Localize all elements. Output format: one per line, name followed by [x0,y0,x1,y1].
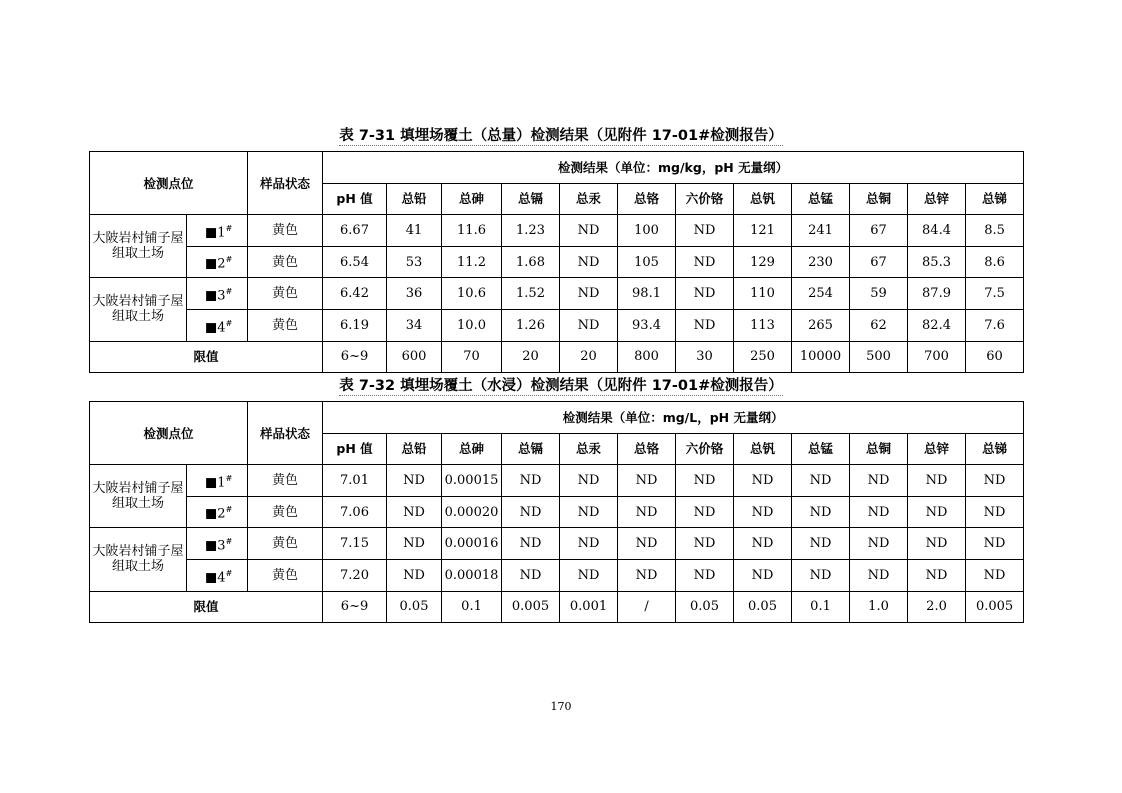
limit-value-cell: 0.1 [442,591,502,623]
value-cell: ND [908,528,966,560]
value-cell: ND [560,278,618,310]
sample-point-suffix: # [225,287,233,296]
value-cell: 230 [792,246,850,278]
limit-value-cell: 60 [966,341,1024,373]
sample-state-cell: 黄色 [248,559,323,591]
limit-value-cell: 0.05 [676,591,734,623]
sample-point-cell [187,215,248,247]
limit-value-cell: 0.005 [966,591,1024,623]
value-cell: ND [502,465,560,497]
sample-point-cell [187,528,248,560]
value-cell: 11.2 [442,246,502,278]
sample-point-suffix: # [225,568,233,578]
value-cell: ND [618,528,676,560]
value-cell: ND [792,465,850,497]
value-cell: 254 [792,278,850,310]
header-result-group: 检测结果（单位：mg/kg，pH 无量纲） [323,152,1024,184]
limit-value-cell: 20 [502,341,560,373]
value-cell: 121 [734,215,792,247]
column-header: 总汞 [560,183,618,215]
sample-state-cell: 黄色 [248,465,323,497]
value-cell: 6.19 [323,309,387,341]
value-cell: 7.6 [966,309,1024,341]
column-header: pH 值 [323,183,387,215]
square-marker-icon: ■ [205,225,218,241]
limit-value-cell: 800 [618,341,676,373]
square-marker-icon: ■ [205,569,218,585]
square-marker-icon: ■ [205,538,218,554]
table-row [90,496,1082,528]
column-header: 总镉 [502,183,560,215]
sample-point-cell [187,246,248,278]
value-cell: 10.0 [442,309,502,341]
sample-point-suffix: # [225,318,233,328]
limit-label: 限值 [90,341,323,373]
value-cell: ND [387,496,442,528]
value-cell: ND [676,528,734,560]
value-cell: 0.00020 [442,496,502,528]
sample-point-number: 2 [217,256,226,272]
value-cell: ND [502,559,560,591]
square-marker-icon: ■ [205,319,218,335]
water-leach-results-table [89,401,1082,623]
value-cell: ND [387,528,442,560]
location-cell: 大陂岩村铺子屋组取土场 [90,465,187,528]
value-cell: ND [734,465,792,497]
column-header: 总砷 [442,433,502,465]
column-header: 总锌 [908,183,966,215]
value-cell: 82.4 [908,309,966,341]
limit-value-cell: 0.005 [502,591,560,623]
value-cell: 62 [850,309,908,341]
table-row [90,528,1082,560]
limit-value-cell: 30 [676,341,734,373]
value-cell: ND [560,559,618,591]
value-cell: ND [850,465,908,497]
value-cell: ND [502,496,560,528]
value-cell: 7.06 [323,496,387,528]
value-cell: ND [560,246,618,278]
value-cell: 34 [387,309,442,341]
header-sample-state: 样品状态 [248,152,323,215]
value-cell: ND [908,496,966,528]
header-location: 检测点位 [90,152,248,215]
limit-row [90,341,1082,373]
value-cell: ND [792,559,850,591]
value-cell: 10.6 [442,278,502,310]
value-cell: 129 [734,246,792,278]
value-cell: ND [734,496,792,528]
column-header: 总锰 [792,183,850,215]
value-cell: ND [676,496,734,528]
square-marker-icon: ■ [205,506,218,522]
column-header: 六价铬 [676,183,734,215]
location-cell: 大陂岩村铺子屋组取土场 [90,278,187,341]
column-header: 总钒 [734,433,792,465]
value-cell: 53 [387,246,442,278]
value-cell: 41 [387,215,442,247]
value-cell: 0.00018 [442,559,502,591]
value-cell: 265 [792,309,850,341]
value-cell: 6.42 [323,278,387,310]
value-cell: 87.9 [908,278,966,310]
column-header: 总铅 [387,433,442,465]
header-row [90,402,1082,434]
sample-point-cell [187,309,248,341]
location-cell: 大陂岩村铺子屋组取土场 [90,215,187,278]
total-content-results-table [89,151,1082,373]
column-header: 总铅 [387,183,442,215]
table-row [90,559,1082,591]
sample-state-cell: 黄色 [248,528,323,560]
value-cell: 110 [734,278,792,310]
value-cell: ND [560,309,618,341]
value-cell: 1.52 [502,278,560,310]
limit-value-cell: 0.05 [734,591,792,623]
column-header: 总锰 [792,433,850,465]
value-cell: ND [676,215,734,247]
sample-state-cell: 黄色 [248,309,323,341]
column-header: 总汞 [560,433,618,465]
limit-value-cell: 10000 [792,341,850,373]
value-cell: 8.5 [966,215,1024,247]
value-cell: 105 [618,246,676,278]
limit-row [90,591,1082,623]
value-cell: 11.6 [442,215,502,247]
sample-point-number: 2 [217,506,226,522]
column-header: 总锑 [966,433,1024,465]
table-caption: 表 7-31 填埋场覆土（总量）检测结果（见附件 17-01#检测报告） [339,128,783,144]
value-cell: ND [387,465,442,497]
sample-state-cell: 黄色 [248,278,323,310]
square-marker-icon: ■ [205,475,218,491]
value-cell: ND [560,465,618,497]
limit-value-cell: 0.1 [792,591,850,623]
header-row [90,152,1082,184]
value-cell: ND [502,528,560,560]
value-cell: ND [560,215,618,247]
table-caption: 表 7-32 填埋场覆土（水浸）检测结果（见附件 17-01#检测报告） [339,378,783,394]
limit-label: 限值 [90,591,323,623]
value-cell: 84.4 [908,215,966,247]
value-cell: ND [618,559,676,591]
limit-value-cell: 700 [908,341,966,373]
limit-value-cell: 6~9 [323,591,387,623]
value-cell: ND [850,496,908,528]
column-header: 总铬 [618,183,676,215]
sample-point-suffix: # [225,255,233,265]
value-cell: ND [676,246,734,278]
column-header: 总锑 [966,183,1024,215]
column-header: 总铜 [850,433,908,465]
column-header: 总铬 [618,433,676,465]
sample-point-suffix: # [225,473,233,483]
value-cell: ND [792,528,850,560]
value-cell: ND [618,465,676,497]
location-cell: 大陂岩村铺子屋组取土场 [90,528,187,591]
column-header: 六价铬 [676,433,734,465]
value-cell: ND [966,496,1024,528]
value-cell: ND [676,559,734,591]
value-cell: 7.01 [323,465,387,497]
value-cell: 7.5 [966,278,1024,310]
value-cell: 1.23 [502,215,560,247]
value-cell: ND [560,528,618,560]
page-number: 170 [550,700,572,713]
limit-value-cell: 0.001 [560,591,618,623]
value-cell: 0.00015 [442,465,502,497]
value-cell: 7.15 [323,528,387,560]
value-cell: ND [734,528,792,560]
value-cell: ND [734,559,792,591]
value-cell: ND [676,278,734,310]
sample-point-number: 1 [217,475,226,491]
value-cell: 8.6 [966,246,1024,278]
sample-state-cell: 黄色 [248,215,323,247]
column-header: 总锌 [908,433,966,465]
limit-value-cell: / [618,591,676,623]
limit-value-cell: 600 [387,341,442,373]
value-cell: 0.00016 [442,528,502,560]
sample-point-suffix: # [225,537,233,546]
value-cell: ND [850,528,908,560]
value-cell: 6.67 [323,215,387,247]
limit-value-cell: 250 [734,341,792,373]
value-cell: ND [966,559,1024,591]
table-row [90,309,1082,341]
limit-value-cell: 6~9 [323,341,387,373]
limit-value-cell: 20 [560,341,618,373]
value-cell: 67 [850,215,908,247]
table-row [90,278,1082,310]
value-cell: 6.54 [323,246,387,278]
limit-value-cell: 70 [442,341,502,373]
table-row [90,215,1082,247]
value-cell: 85.3 [908,246,966,278]
square-marker-icon: ■ [205,288,218,304]
column-header: 总砷 [442,183,502,215]
square-marker-icon: ■ [205,256,218,272]
value-cell: ND [966,528,1024,560]
sample-point-number: 1 [217,225,226,241]
table-row [90,465,1082,497]
sample-point-cell [187,278,248,310]
value-cell: ND [618,496,676,528]
value-cell: 67 [850,246,908,278]
column-header: 总镉 [502,433,560,465]
column-header: 总铜 [850,183,908,215]
column-header: pH 值 [323,433,387,465]
header-location: 检测点位 [90,402,248,465]
value-cell: ND [908,465,966,497]
value-cell: 241 [792,215,850,247]
sample-point-suffix: # [225,505,233,515]
value-cell: 100 [618,215,676,247]
value-cell: 113 [734,309,792,341]
value-cell: 1.68 [502,246,560,278]
value-cell: 1.26 [502,309,560,341]
value-cell: ND [850,559,908,591]
value-cell: ND [792,496,850,528]
value-cell: 7.20 [323,559,387,591]
column-header: 总钒 [734,183,792,215]
value-cell: 59 [850,278,908,310]
header-result-group: 检测结果（单位：mg/L，pH 无量纲） [323,402,1024,434]
value-cell: ND [387,559,442,591]
value-cell: ND [560,496,618,528]
sample-point-number: 4 [217,569,226,585]
limit-value-cell: 2.0 [908,591,966,623]
value-cell: ND [966,465,1024,497]
header-sample-state: 样品状态 [248,402,323,465]
value-cell: ND [908,559,966,591]
value-cell: 36 [387,278,442,310]
value-cell: ND [676,309,734,341]
sample-point-cell [187,559,248,591]
limit-value-cell: 500 [850,341,908,373]
sample-point-number: 3 [217,538,226,554]
sample-point-cell [187,496,248,528]
sample-state-cell: 黄色 [248,496,323,528]
value-cell: 98.1 [618,278,676,310]
limit-value-cell: 0.05 [387,591,442,623]
table-row [90,246,1082,278]
sample-point-cell [187,465,248,497]
sample-state-cell: 黄色 [248,246,323,278]
sample-point-suffix: # [225,223,233,233]
limit-value-cell: 1.0 [850,591,908,623]
sample-point-number: 3 [217,288,226,304]
sample-point-number: 4 [217,319,226,335]
value-cell: 93.4 [618,309,676,341]
value-cell: ND [676,465,734,497]
